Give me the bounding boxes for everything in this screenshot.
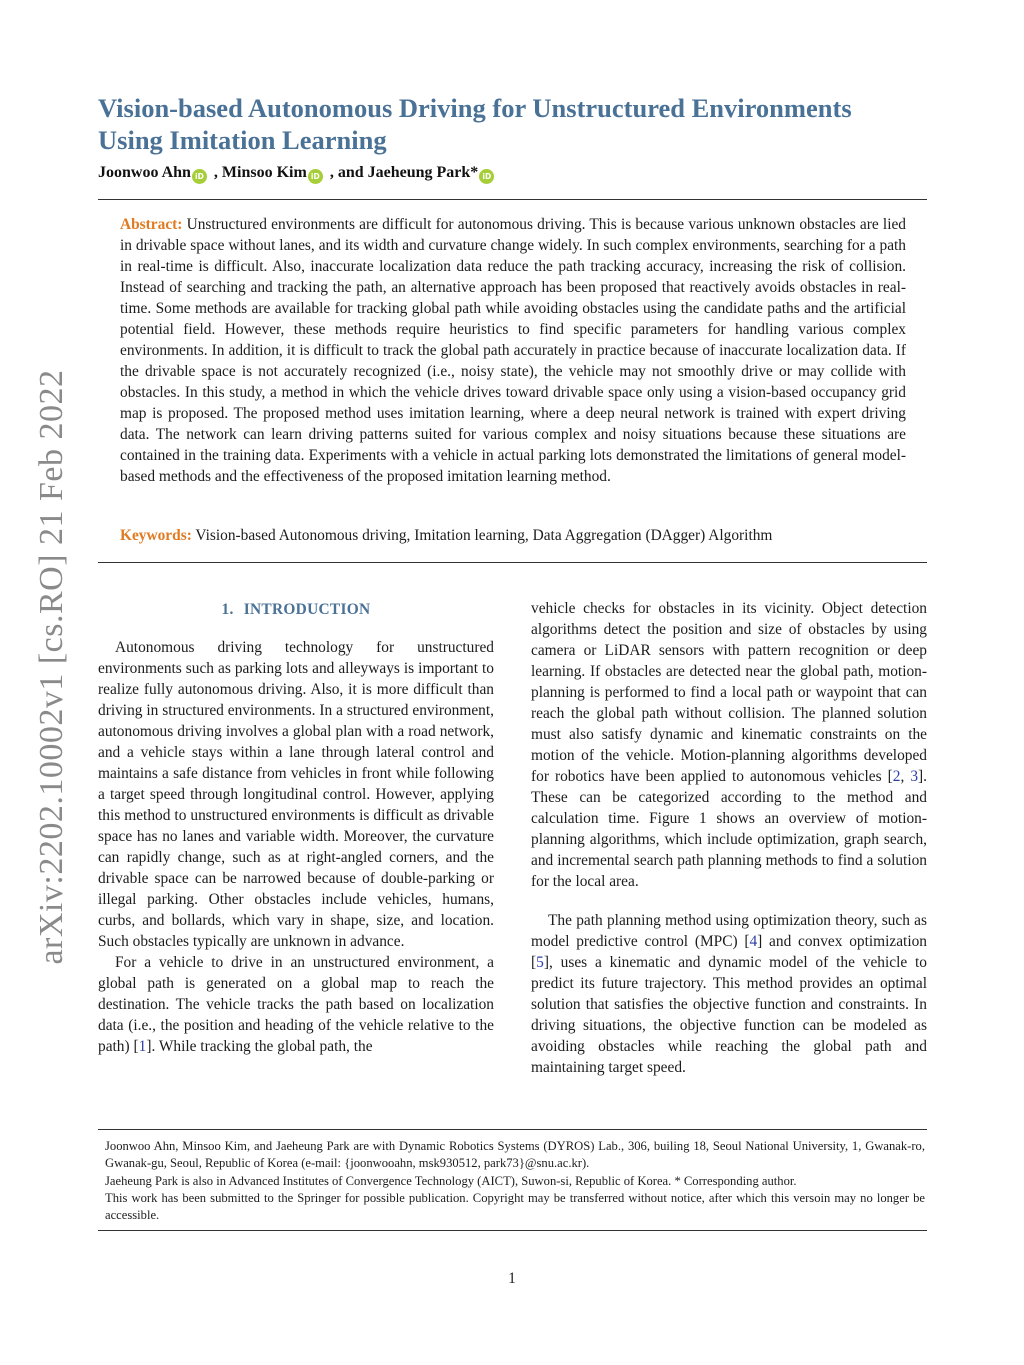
divider [98,199,927,200]
citation-link[interactable]: 5 [536,954,544,971]
author-list [98,162,918,184]
divider [98,1230,927,1231]
orcid-icon[interactable]: iD [308,169,323,184]
section-title: INTRODUCTION [243,601,371,618]
abstract [120,214,906,487]
author-separator: , [209,164,222,181]
author-name: Jaeheung Park* [367,164,479,181]
author-separator: , and [325,164,368,181]
citation-link[interactable]: 4 [749,933,758,950]
paragraph: Autonomous driving technology for unstructured environments such as parking lots and alleyways is important to realize fully autonomous driving. Also, it is more difficult than driving in structured environments. In a structured environment, autonomous driving involves a global plan with a road network, and a vehicle stays within a lane through lateral control and maintains a safe distance from vehicles in front while following a target speed through longitudinal control. However, applying this method to unstructured environments is difficult as drivable space has no lanes and variable width. Moreover, the curvature can rapidly change, such as at right-angled corners, and the drivable space can be narrowed because of double-parking or illegal parking. Other obstacles include vehicles, humans, curbs, and bollards, which vary in shape, size, and location. Such obstacles typically are unknown in advance. [98,639,494,950]
abstract-text: Unstructured environments are difficult for autonomous driving. This is because various unknown obstacles are lied in drivable space without lanes, and its width and curvature change widely. In such complex environments, searching for a path in real-time is difficult. Also, inaccurate localization data reduce the path tracking accuracy, increasing the risk of collision. Instead of searching and tracking the path, an alternative approach has been proposed that reactively avoids obstacles in real-time. Some methods are available for tracking global path while avoiding obstacles using the candidate paths and the artificial potential field. However, these methods require heuristics to find specific parameters for handling various complex environments. In addition, it is difficult to track the global path accurately in practice because of inaccurate localization data. If the drivable space is not accurately recognized (i.e., noisy state), the vehicle may not smoothly drive or may collide with obstacles. In this study, a method in which the vehicle drives toward drivable space only using a vision-based occupancy grid map is proposed. The proposed method uses imitation learning, where a deep neural network is trained with expert driving data. The network can learn driving patterns suited for various complex and noisy situations because these situations are contained in the training data. Experiments with a vehicle in actual parking lots demonstrated the limitations of general model-based methods and the effectiveness of the proposed imitation learning method. [120,216,906,485]
citation-link[interactable]: 2 [892,768,901,785]
right-column [531,598,927,1078]
keywords-label: Keywords: [120,527,192,544]
footnote: This work has been submitted to the Springer for possible publication. Copyright may be transferred without notice, after which this versoin may no longer be accessible. [105,1190,925,1223]
arxiv-stamp [32,362,72,972]
citation-link[interactable]: 1 [138,1038,147,1055]
keywords-text: Vision-based Autonomous driving, Imitation learning, Data Aggregation (DAgger) Algorithm [195,527,773,544]
author-name: Joonwoo Ahn [98,164,191,181]
keywords [120,525,906,546]
footnotes [105,1138,925,1224]
footnote: Joonwoo Ahn, Minsoo Kim, and Jaeheung Park are with Dynamic Robotics Systems (DYROS) Lab., 306, builing 18, Seoul National University, 1, Gwanak-ro, Gwanak-gu, Seoul, Republic of Korea (e-mail: {joonwooahn, msk930512, park73}@snu.ac.kr). [105,1139,925,1171]
paragraph: The path planning method using optimization theory, such as model predictive control (MPC) [4] and convex optimization [5], uses a kinematic and dynamic model of the vehicle to predict its future trajectory. This method provides an optimal solution that satisfies the objective function and constraints. In driving situations, the objective function can be modeled as avoiding obstacles while reaching the global path and maintaining target speed. [531,912,927,1076]
paragraph: For a vehicle to drive in an unstructured environment, a global path is generated on a global map to reach the destination. The vehicle tracks the path based on localization data (i.e., the position and heading of the vehicle relative to the path) [1]. While tracking the global path, the [98,954,494,1055]
divider [98,1129,927,1130]
paper-title: Vision-based Autonomous Driving for Unstructured Environments Using Imitation Learning [98,93,852,155]
divider [98,562,927,563]
footnote: Jaeheung Park is also in Advanced Institutes of Convergence Technology (AICT), Suwon-si, Republic of Korea. * Corresponding author. [105,1173,797,1188]
abstract-label: Abstract: [120,216,183,233]
left-column [98,596,494,1057]
page-number: 1 [508,1270,516,1287]
citation-link[interactable]: 3 [910,768,919,785]
author-name: Minsoo Kim [221,164,307,181]
paragraph: vehicle checks for obstacles in its vicinity. Object detection algorithms detect the position and size of obstacles by using camera or LiDAR sensors with pattern recognition or deep learning. If obstacles are detected near the global path, motion-planning is performed to find a local path or waypoint that can reach the global path without collision. The planned solution must also satisfy dynamic and kinematic constraints on the motion of the vehicle. Motion-planning algorithms developed for robotics have been applied to autonomous vehicles [2, 3]. These can be categorized according to the method and calculation time. Figure 1 shows an overview of motion-planning algorithms, which include optimization, graph search, and incremental search path planning methods to find a solution for the local area. [531,600,927,890]
section-number: 1. [221,601,234,618]
orcid-icon[interactable]: iD [192,169,207,184]
section-heading [98,596,494,620]
arxiv-stamp-text: arXiv:2202.10002v1 [cs.RO] 21 Feb 2022 [33,369,70,965]
orcid-icon[interactable]: iD [479,169,494,184]
